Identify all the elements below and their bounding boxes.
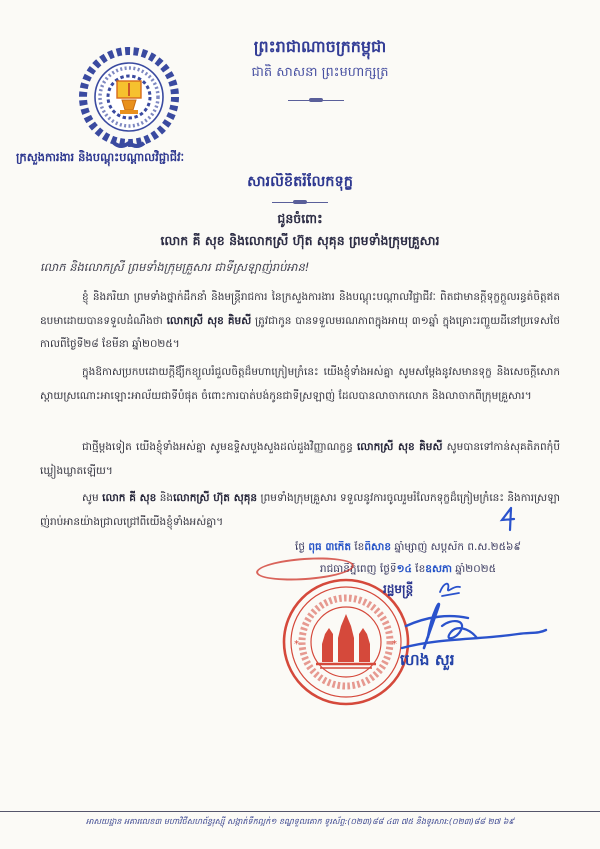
lunar-printed-3: ឆ្នាំម្សាញ់ សប្តស័ក ព.ស.២៥៦៩ — [391, 541, 521, 553]
paragraph-1 — [40, 286, 560, 357]
p4-father-name: លោក គី សុខ — [102, 492, 157, 504]
p1-deceased-name: លោកស្រី សុខ គិមសី — [166, 314, 252, 327]
ministry-emblem-logo — [74, 44, 184, 156]
p2-text: ក្នុងឱកាសប្រកបដោយក្តីឱ្យីកខ្យួលរំជួលចិត្តដ៏មហាក្រៀមក្រំនេះ យើងខ្ញុំទាំងអស់គ្នា សូមសម្តែងនូវសមានទុក្ខ និងសេចក្តីសោកស្តាយស្រណោះអាឡោះអាល័យជាទីបំផុត ចំពោះការបាត់បង់កូនជាទីស្រឡាញ់ ដែលបានលាចាកលោក និងលាចាកពីក្រុមគ្រួសារ។ — [40, 366, 560, 402]
footer-divider — [0, 811, 600, 812]
document-title: សារលិខិតរំលែកទុក្ខ — [247, 174, 353, 190]
svg-text:*: * — [392, 639, 397, 650]
title-divider — [272, 202, 328, 203]
lunar-hand-day: ពុធ ៣កើត — [308, 541, 352, 553]
p4-mother-name: លោកស្រី ហ៊ុត សុគុន — [173, 492, 258, 504]
minister-name: ហេង សួរ — [400, 651, 455, 669]
header-divider — [288, 100, 344, 101]
gregorian-hand-month: ឧសភា — [425, 563, 452, 575]
p4-text-1: សូម — [82, 492, 103, 504]
gregorian-printed-1: រាជធានីភ្នំពេញ ថ្ងៃទី — [319, 563, 397, 575]
greeting-line: លោក និងលោកស្រី ព្រមទាំងក្រុមគ្រួសារ ជាទីស្រឡាញ់រាប់អាន! — [40, 260, 310, 274]
salutation-label: ជូនចំពោះ — [277, 211, 323, 226]
ministry-emblem-icon — [74, 44, 184, 156]
lunar-hand-month: ពិសាខ — [364, 541, 392, 553]
p4-text-3: ព្រមទាំងក្រុមគ្រួសារ ទទួលនូវការចូលរួមរំលែកទុក្ខដ៏ក្រៀមក្រំនេះ និងការស្រឡាញ់រាប់អានយ៉ាងជ្រាលជ្រៅពីយើងខ្ញុំទាំងអស់គ្នា។ — [40, 492, 560, 528]
paragraph-4 — [40, 487, 560, 535]
kingdom-title: ព្រះរាជាណាចក្រកម្ពុជា — [253, 37, 387, 56]
handwritten-signature-icon — [398, 592, 553, 660]
p4-text-2: និង — [156, 492, 174, 504]
p3-text-1: ជាថ្មីម្តងទៀត យើងខ្ញុំទាំងអស់គ្នា សូមឧទ្ទិសបួងសួងដល់ដួងវិញ្ញាណក្ខន្ធ — [82, 441, 357, 453]
p3-deceased-name: លោកស្រី សុខ គិមសី — [356, 441, 443, 453]
lunar-printed-2: ខែ — [351, 541, 365, 553]
gregorian-printed-3: ឆ្នាំ២០២៥ — [451, 563, 497, 575]
paragraph-2 — [40, 361, 560, 432]
lunar-date-line — [240, 541, 576, 556]
lunar-printed-1: ថ្ងៃ — [295, 541, 309, 553]
gregorian-printed-2: ខែ — [411, 563, 426, 575]
footer-address: អាសយដ្ឋាន អគារលេខ៣ មហាវិថីសហព័ន្ធរុស្ស៊ី សង្កាត់ទឹកល្អក់១ ខណ្ឌទួលគោក ទូរស័ព្ទ:(០២៣)៨៨ ៤៣ ៧៥ និងទូរសារ:(០២៣)៨៨ ២៧ ៦៩ — [85, 817, 515, 826]
svg-text:*: * — [294, 639, 299, 650]
ministry-name: ក្រសួងការងារ និងបណ្តុះបណ្តាលវិជ្ជាជីវៈ — [16, 150, 185, 164]
paragraph-3 — [40, 436, 560, 484]
p1-text-2: ត្រូវជាកូន បានទទួលមរណភាពក្នុងអាយុ ៣១ឆ្នាំ ក្នុងគ្រោះរញ្ជួយដីនៅប្រទេសថៃ កាលពីថ្ងៃទី២៨ ខែមីនា ឆ្នាំ២០២៥។ — [40, 314, 560, 350]
blue-pen-endmark-icon — [499, 505, 517, 533]
p3-text-2: សូមបានទៅកាន់សុគតិភពកុំបីឃ្លៀងឃ្លាតឡើយ។ — [40, 441, 560, 477]
minister-title: រដ្ឋមន្ត្រី — [383, 582, 414, 596]
addressee-line: លោក គី សុខ និងលោកស្រី ហ៊ុត សុគុន ព្រមទាំងក្រុមគ្រួសារ — [160, 233, 440, 248]
gregorian-hand-day: ១៤ — [396, 563, 412, 575]
kingdom-motto: ជាតិ សាសនា ព្រះមហាក្សត្រ — [251, 65, 389, 80]
p1-text-1: ខ្ញុំ និងភរិយា ព្រមទាំងថ្នាក់ដឹកនាំ និងមន្ត្រីរាជការ នៃក្រសួងការងារ និងបណ្តុះបណ្តាលវិជ្ជាជីវៈ ពិតជាមានក្តីទុក្ខក្តួលរន្ធត់ចិត្តឥតឧបមាដោយបានទទួលដំណឹងថា — [40, 291, 560, 327]
